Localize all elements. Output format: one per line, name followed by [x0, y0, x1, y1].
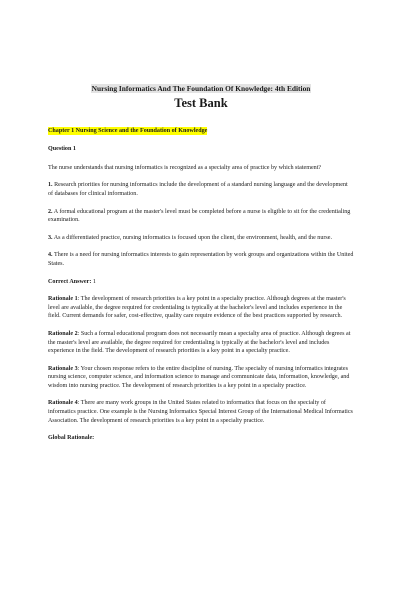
answer-option-3: [48, 234, 354, 243]
rationale-1: [48, 295, 354, 321]
option-text: A formal educational program at the master's level must be completed before a nurse is eligible to sit for the credentialing examination.: [48, 208, 351, 224]
option-number: 1.: [48, 182, 53, 189]
rationale-3: [48, 365, 354, 391]
rationale-label: Rationale 4: [48, 400, 78, 407]
rationale-4: [48, 399, 354, 425]
option-text: There is a need for nursing informatics interests to gain representation by work groups and organizations within the United States.: [48, 252, 354, 267]
correct-answer: [48, 278, 354, 287]
answer-option-1: [48, 181, 354, 198]
option-text: Research priorities for nursing informatics include the development of a standard nursing language and the development of databases for clinical information.: [48, 182, 348, 197]
rationale-text: : Your chosen response refers to the entire discipline of nursing. The specialty of nursing informatics integrates nursing science, computer science, and information science to manage and communicate data, information, knowledge, and wisdom into nursing practice. The development of research priorities is a key point in a specialty practice.: [48, 365, 350, 389]
document-header: [48, 84, 354, 110]
question-stem: The nurse understands that nursing informatics is recognized as a specialty area of practice by which statement?: [48, 164, 322, 171]
option-number: 2.: [48, 208, 53, 215]
rationale-text: : Such a formal educational program does not necessarily mean a specialty area of practice. Although degrees at the master's level are available, the degree required for credentialing is typically at the bachelor's level and includes experience in the field. The development of research priorities is a key point in a specialty practice.: [48, 330, 351, 355]
question-label: Question 1: [48, 146, 76, 153]
document-title: Nursing Informatics And The Foundation Of Knowledge: 4th Edition: [91, 84, 311, 93]
rationale-text: : There are many work groups in the United States related to informatics that focus on the specialty of informatics practice. One example is the Nursing Informatics Special Interest Group of the International Medical Informatics Association. The development of research priorities is a key point in a specialty practice.: [48, 400, 353, 424]
chapter-heading: Chapter 1 Nursing Science and the Foundation of Knowledge: [48, 127, 208, 134]
answer-option-2: [48, 208, 354, 225]
answer-option-4: [48, 251, 354, 268]
correct-answer-value: 1: [92, 278, 96, 285]
rationale-label: Rationale 1: [48, 296, 78, 303]
rationale-label: Rationale 2: [48, 330, 78, 337]
document-subtitle: Test Bank: [174, 95, 228, 110]
rationale-2: [48, 330, 354, 356]
option-text: As a differentiated practice, nursing informatics is focused upon the client, the environment, health, and the nurse.: [53, 234, 333, 241]
rationale-text: : The development of research priorities is a key point in a specialty practice. Although degrees at the master's level are available, the degree required for credentialing is typically at the bachelor's level and includes experience in the field. Current demands for safer, cost-effective, quality care require evidence of the best practices supported by research.: [48, 296, 346, 320]
option-number: 3.: [48, 234, 53, 241]
document-page: [48, 84, 354, 443]
option-number: 4.: [48, 252, 53, 259]
rationale-label: Rationale 3: [48, 365, 78, 372]
global-rationale-label: Global Rationale:: [48, 435, 95, 442]
correct-answer-label: Correct Answer:: [48, 278, 92, 285]
